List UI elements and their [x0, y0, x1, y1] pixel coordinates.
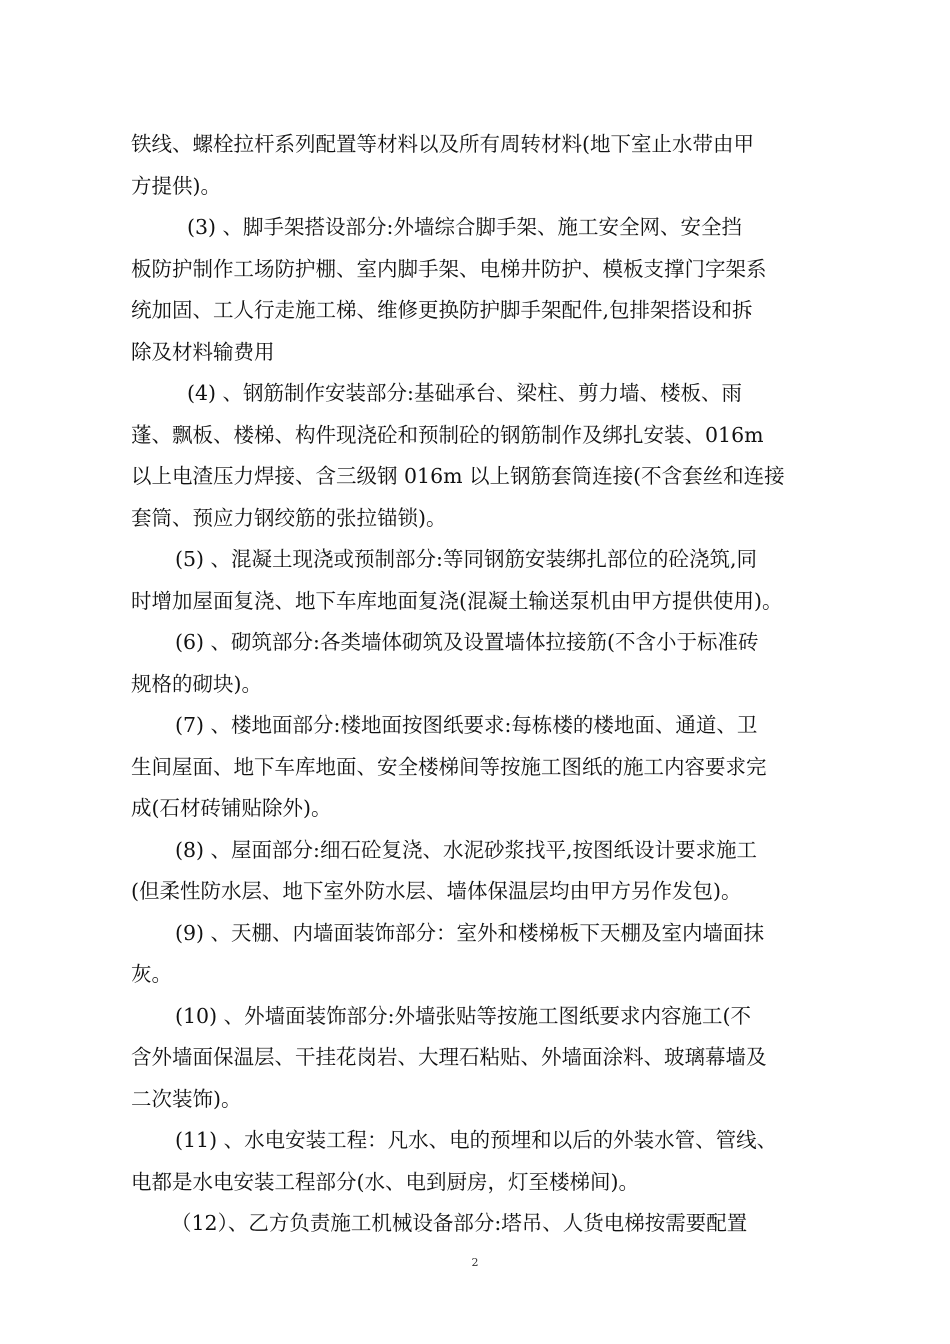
- text-line: (4) 、钢筋制作安装部分:基础承台、梁柱、剪力墙、楼板、雨: [187, 381, 742, 405]
- text-line: (7) 、楼地面部分:楼地面按图纸要求:每栋楼的楼地面、通道、卫: [175, 713, 758, 737]
- text-line: 方提供)。: [131, 173, 221, 198]
- text-line: 板防护制作工场防护棚、室内脚手架、电梯井防护、模板支撑门字架系: [131, 256, 767, 281]
- text-line: 二次装饰)。: [131, 1086, 242, 1111]
- text-line: 规格的砌块)。: [131, 671, 262, 696]
- text-line: 生间屋面、地下车库地面、安全楼梯间等按施工图纸的施工内容要求完: [131, 754, 767, 779]
- text-line: 电都是水电安装工程部分(水、电到厨房，灯至楼梯间)。: [131, 1169, 639, 1194]
- text-line: (8) 、屋面部分:细石砼复浇、水泥砂浆找平,按图纸设计要求施工: [175, 837, 757, 862]
- text-line: (5) 、混凝土现浇或预制部分:等同钢筋安装绑扎部位的砼浇筑,同: [175, 547, 757, 571]
- text-line: 成(石材砖铺贴除外)。: [131, 796, 332, 820]
- page-number: 2: [471, 1256, 479, 1269]
- text-line: (10) 、外墙面装饰部分:外墙张贴等按施工图纸要求内容施工(不: [175, 1003, 752, 1028]
- text-line: (9) 、天棚、内墙面装饰部分：室外和楼梯板下天棚及室内墙面抹: [175, 920, 765, 945]
- text-line: (但柔性防水层、地下室外防水层、墙体保温层均由甲方另作发包)。: [131, 879, 742, 903]
- text-line: （12）、乙方负责施工机械设备部分:塔吊、人货电梯按需要配置: [171, 1211, 748, 1235]
- text-line: 铁线、螺栓拉杆系列配置等材料以及所有周转材料(地下室止水带由甲: [131, 132, 754, 156]
- text-line: 蓬、飘板、楼梯、构件现浇砼和预制砼的钢筋制作及绑扎安装、016m: [131, 422, 764, 447]
- text-line: 灰。: [131, 962, 172, 986]
- text-line: 时增加屋面复浇、地下车库地面复浇(混凝土输送泵机由甲方提供使用)。: [131, 588, 783, 613]
- body-text: [131, 124, 839, 1245]
- text-line: 统加固、工人行走施工梯、维修更换防护脚手架配件,包排架搭设和拆: [131, 298, 753, 322]
- text-line: 以上电渣压力焊接、含三级钢 016m 以上钢筋套筒连接(不含套丝和连接: [131, 464, 785, 488]
- text-line: (3) 、脚手架搭设部分:外墙综合脚手架、施工安全网、安全挡: [187, 215, 742, 239]
- text-line: 套筒、预应力钢绞筋的张拉锚锁)。: [131, 505, 447, 530]
- text-line: 除及材料输费用: [131, 339, 275, 364]
- text-line: 含外墙面保温层、干挂花岗岩、大理石粘贴、外墙面涂料、玻璃幕墙及: [131, 1045, 767, 1069]
- text-line: (6) 、砌筑部分:各类墙体砌筑及设置墙体拉接筋(不含小于标准砖: [175, 630, 759, 654]
- text-line: (11) 、水电安装工程：凡水、电的预埋和以后的外装水管、管线、: [175, 1128, 778, 1152]
